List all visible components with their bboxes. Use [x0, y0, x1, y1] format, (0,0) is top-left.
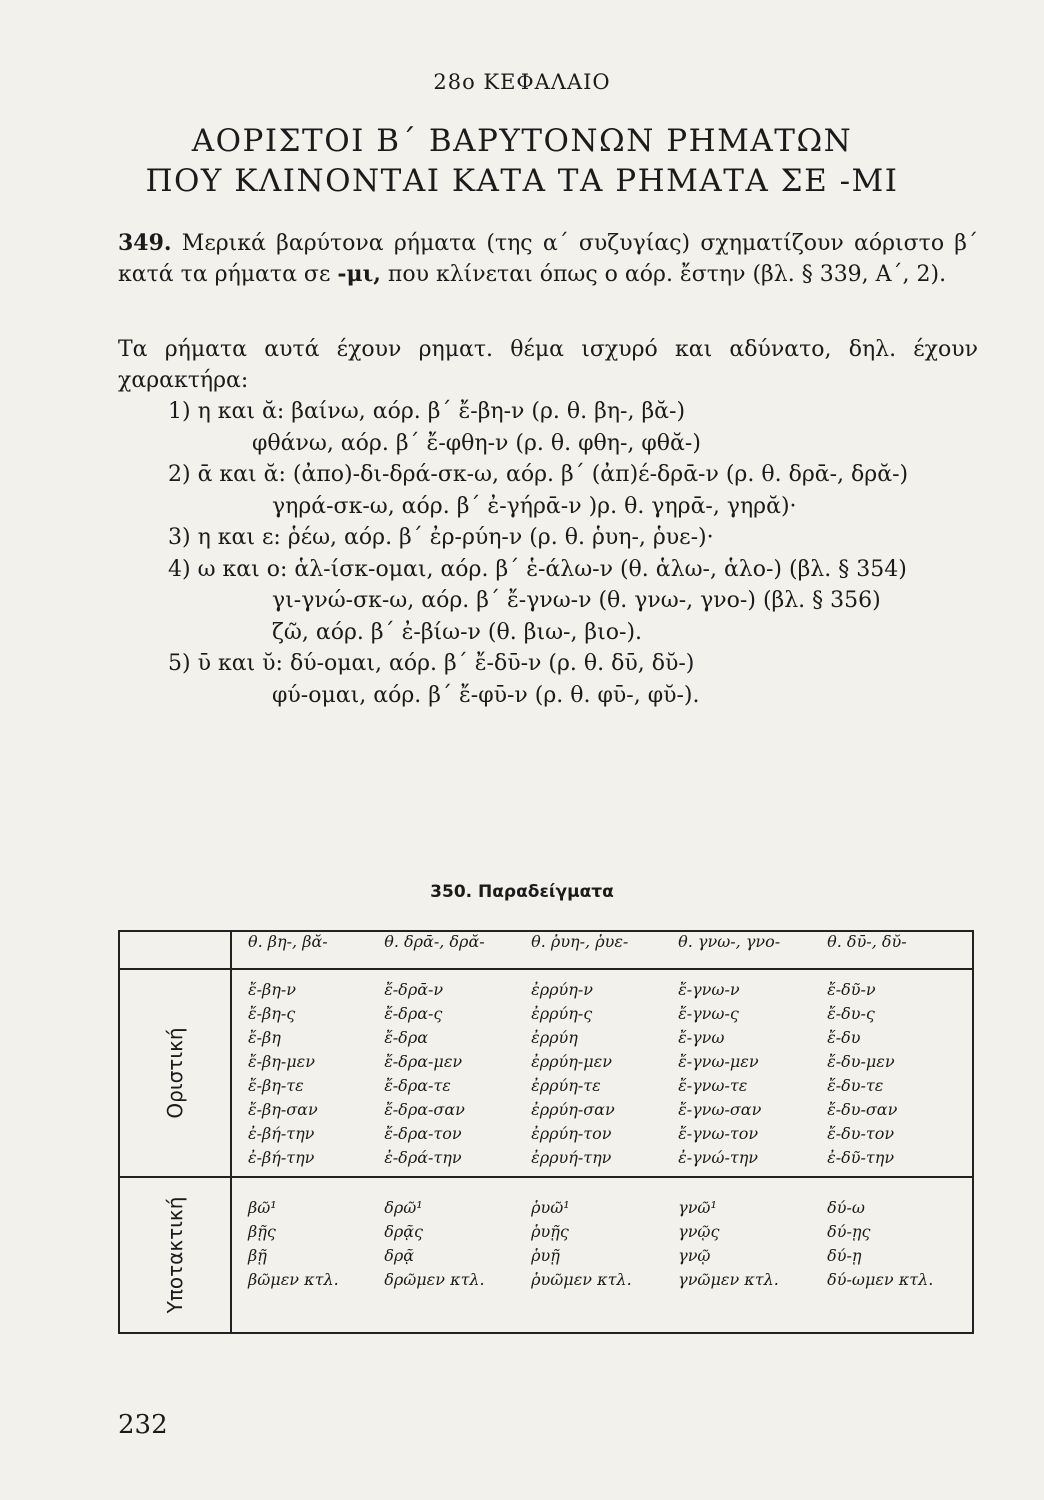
verb-form: ἔ-γνω-ν	[678, 980, 740, 999]
list-item: φύ-ομαι, αόρ. β΄ ἔ-φῡ-ν (ρ. θ. φῡ-, φῠ-).	[272, 682, 700, 708]
subjunctive-label: Υποτακτική	[163, 1196, 187, 1314]
page-title-line1: ΑΟΡΙΣΤΟΙ Β΄ ΒΑΡΥΤΟΝΩΝ ΡΗΜΑΤΩΝ	[191, 123, 853, 159]
column-header: θ. γνω-, γνο-	[668, 931, 817, 969]
table-cell	[521, 1177, 668, 1333]
verb-form: γνῷ	[678, 1246, 711, 1265]
chapter-label: 28ο ΚΕΦΑΛΑΙΟ	[433, 70, 611, 94]
verb-form: δρῶμεν κτλ.	[384, 1270, 485, 1289]
section-text-a: Μερικά βαρύτονα ρήματα (της α΄ συζυγίας) σχηματίζουν αόριστο β΄ κατά τα ρήματα σε	[118, 231, 978, 287]
verb-form: ἔ-βη-ν	[248, 980, 296, 999]
verb-form: ἔ-γνω-ς	[678, 1004, 739, 1023]
verb-form: ἐρρύη	[531, 1028, 578, 1047]
verb-form: γνῶμεν κτλ.	[678, 1270, 779, 1289]
paragraph-stems: Τα ρήματα αυτά έχουν ρηματ. θέμα ισχυρό και αδύνατο, δηλ. έχουν χαρακτήρα:	[118, 337, 978, 393]
verb-form: ἔ-δυ-τον	[827, 1124, 895, 1143]
paradigm-table	[118, 930, 974, 1334]
list-item: 4) ω και ο: ἁλ-ίσκ-ομαι, αόρ. β΄ ἑ-άλω-ν (θ. ἁλω-, ἁλο-) (βλ. § 354)	[168, 556, 907, 582]
verb-form: ἔ-δρα-μεν	[384, 1052, 463, 1071]
verb-form: ἔ-δῦ-ν	[827, 980, 876, 999]
verb-form: ἐρρύη-τον	[531, 1124, 612, 1143]
verb-form: ἔ-γνω-τον	[678, 1124, 759, 1143]
section-349	[118, 228, 978, 290]
list-item: γηρά-σκ-ω, αόρ. β΄ ἐ-γήρᾱ-ν )ρ. θ. γηρᾱ-, γηρᾰ)·	[272, 493, 797, 519]
verb-form: ἔ-βη-τε	[248, 1076, 304, 1095]
table-cell	[374, 969, 521, 1177]
table-cell	[231, 969, 374, 1177]
verb-form: ἔ-γνω-μεν	[678, 1052, 759, 1071]
verb-form: βῇς	[248, 1222, 276, 1241]
list-item: 1) η και ᾰ: βαίνω, αόρ. β΄ ἔ-βη-ν (ρ. θ. βη-, βᾰ-)	[168, 399, 686, 424]
table-cell	[668, 969, 817, 1177]
table-row-subjunctive	[119, 1177, 973, 1333]
list-item: 2) ᾱ και ᾰ: (ἀπο)-δι-δρά-σκ-ω, αόρ. β΄ (ἀπ)έ-δρᾱ-ν (ρ. θ. δρᾱ-, δρᾰ-)	[168, 462, 909, 487]
verb-form: δύ-ῃς	[827, 1222, 871, 1241]
verb-form: ἔ-γνω-σαν	[678, 1100, 762, 1119]
page-title-line2: ΠΟΥ ΚΛΙΝΟΝΤΑΙ ΚΑΤΑ ΤΑ ΡΗΜΑΤΑ ΣΕ -ΜΙ	[145, 163, 899, 199]
examples-heading: 350. Παραδείγματα	[430, 882, 614, 902]
verb-form: ἔ-δρα-τον	[384, 1124, 462, 1143]
verb-form: ἔ-δρα-τε	[384, 1076, 451, 1095]
verb-form: ἐ-δρά-την	[384, 1148, 462, 1167]
verb-form: ἐ-γνώ-την	[678, 1148, 759, 1167]
verb-form: ἔ-γνω	[678, 1028, 725, 1047]
verb-form: ἔ-δρᾱ-ν	[384, 980, 444, 999]
list-item: 5) ῡ και ῠ: δύ-ομαι, αόρ. β΄ ἔ-δῡ-ν (ρ. θ. δῡ, δῠ-)	[168, 651, 695, 676]
verb-form: ῥυῇ	[531, 1246, 560, 1265]
verb-form: ἔ-δυ-μεν	[827, 1052, 895, 1071]
verb-form: βῇ	[248, 1246, 267, 1265]
verb-form: ἔ-βη-ς	[248, 1004, 296, 1023]
verb-form: βῶ¹	[248, 1198, 277, 1217]
verb-form: δρᾷς	[384, 1222, 423, 1241]
page-number: 232	[118, 1410, 168, 1440]
row-label-cell	[119, 1177, 231, 1333]
column-header: θ. δρᾱ-, δρᾰ-	[374, 931, 521, 969]
table-cell	[817, 1177, 973, 1333]
list-item: ζῶ, αόρ. β΄ ἐ-βίω-ν (θ. βιω-, βιο-).	[272, 619, 643, 645]
verb-form: ἔ-δυ-ς	[827, 1004, 875, 1023]
verb-form: δύ-ῃ	[827, 1246, 862, 1265]
verb-form: ῥυῶ¹	[531, 1198, 570, 1217]
table-cell	[817, 969, 973, 1177]
list-item: φθάνω, αόρ. β΄ ἔ-φθη-ν (ρ. θ. φθη-, φθᾰ-)	[252, 430, 701, 456]
verb-form: ἔ-δυ-τε	[827, 1076, 884, 1095]
verb-form: γνῷς	[678, 1222, 720, 1241]
suffix-mi: -μι,	[337, 261, 381, 287]
table-cell	[668, 1177, 817, 1333]
section-number: 349.	[118, 230, 172, 256]
verb-form: ἔ-δυ-σαν	[827, 1100, 898, 1119]
verb-form: ἔ-βη-σαν	[248, 1100, 318, 1119]
verb-form: ῥυῇς	[531, 1222, 569, 1241]
table-header-row	[119, 931, 973, 969]
verb-form: ἐρρύη-σαν	[531, 1100, 615, 1119]
verb-form: ἐ-δῦ-την	[827, 1148, 895, 1167]
verb-form: ἐρρύη-μεν	[531, 1052, 612, 1071]
verb-form: ἔ-βη-μεν	[248, 1052, 315, 1071]
section-text-b: που κλίνεται όπως ο αόρ. ἔστην (βλ. § 339, Α΄, 2).	[380, 262, 947, 287]
verb-form: ἔ-βη	[248, 1028, 281, 1047]
list-item: 3) η και ε: ῥέω, αόρ. β΄ ἐρ-ρύη-ν (ρ. θ. ῥυη-, ῥυε-)·	[168, 525, 714, 550]
table-cell	[374, 1177, 521, 1333]
verb-form: δύ-ωμεν κτλ.	[827, 1270, 934, 1289]
table-corner	[119, 931, 231, 969]
verb-form: δρῶ¹	[384, 1198, 423, 1217]
indicative-label: Οριστική	[163, 1027, 187, 1119]
verb-form: ἔ-γνω-τε	[678, 1076, 748, 1095]
column-header: θ. δῡ-, δῠ-	[817, 931, 973, 969]
verb-form: ἔ-δρα	[384, 1028, 429, 1047]
verb-form: ἐ-βή-την	[248, 1124, 315, 1143]
list-item: γι-γνώ-σκ-ω, αόρ. β΄ ἔ-γνω-ν (θ. γνω-, γνο-) (βλ. § 356)	[272, 588, 881, 613]
verb-form: ἐ-βή-την	[248, 1148, 315, 1167]
column-header: θ. βη-, βᾰ-	[231, 931, 374, 969]
verb-form: γνῶ¹	[678, 1198, 717, 1217]
row-label-cell	[119, 969, 231, 1177]
verb-form: ἔ-δρα-σαν	[384, 1100, 465, 1119]
table-row-indicative	[119, 969, 973, 1177]
verb-form: ἔ-δυ	[827, 1028, 861, 1047]
verb-form: ἐρρύη-ν	[531, 980, 593, 999]
column-header: θ. ῥυη-, ῥυε-	[521, 931, 668, 969]
verb-form: βῶμεν κτλ.	[248, 1270, 339, 1289]
verb-form: δύ-ω	[827, 1198, 865, 1217]
verb-form: δρᾷ	[384, 1246, 415, 1265]
verb-form: ἐρρύη-ς	[531, 1004, 593, 1023]
verb-form: ἔ-δρα-ς	[384, 1004, 443, 1023]
table-cell	[231, 1177, 374, 1333]
table-cell	[521, 969, 668, 1177]
verb-form: ἐρρυή-την	[531, 1148, 612, 1167]
verb-form: ῥυῶμεν κτλ.	[531, 1270, 632, 1289]
stem-list	[168, 396, 988, 711]
verb-form: ἐρρύη-τε	[531, 1076, 601, 1095]
